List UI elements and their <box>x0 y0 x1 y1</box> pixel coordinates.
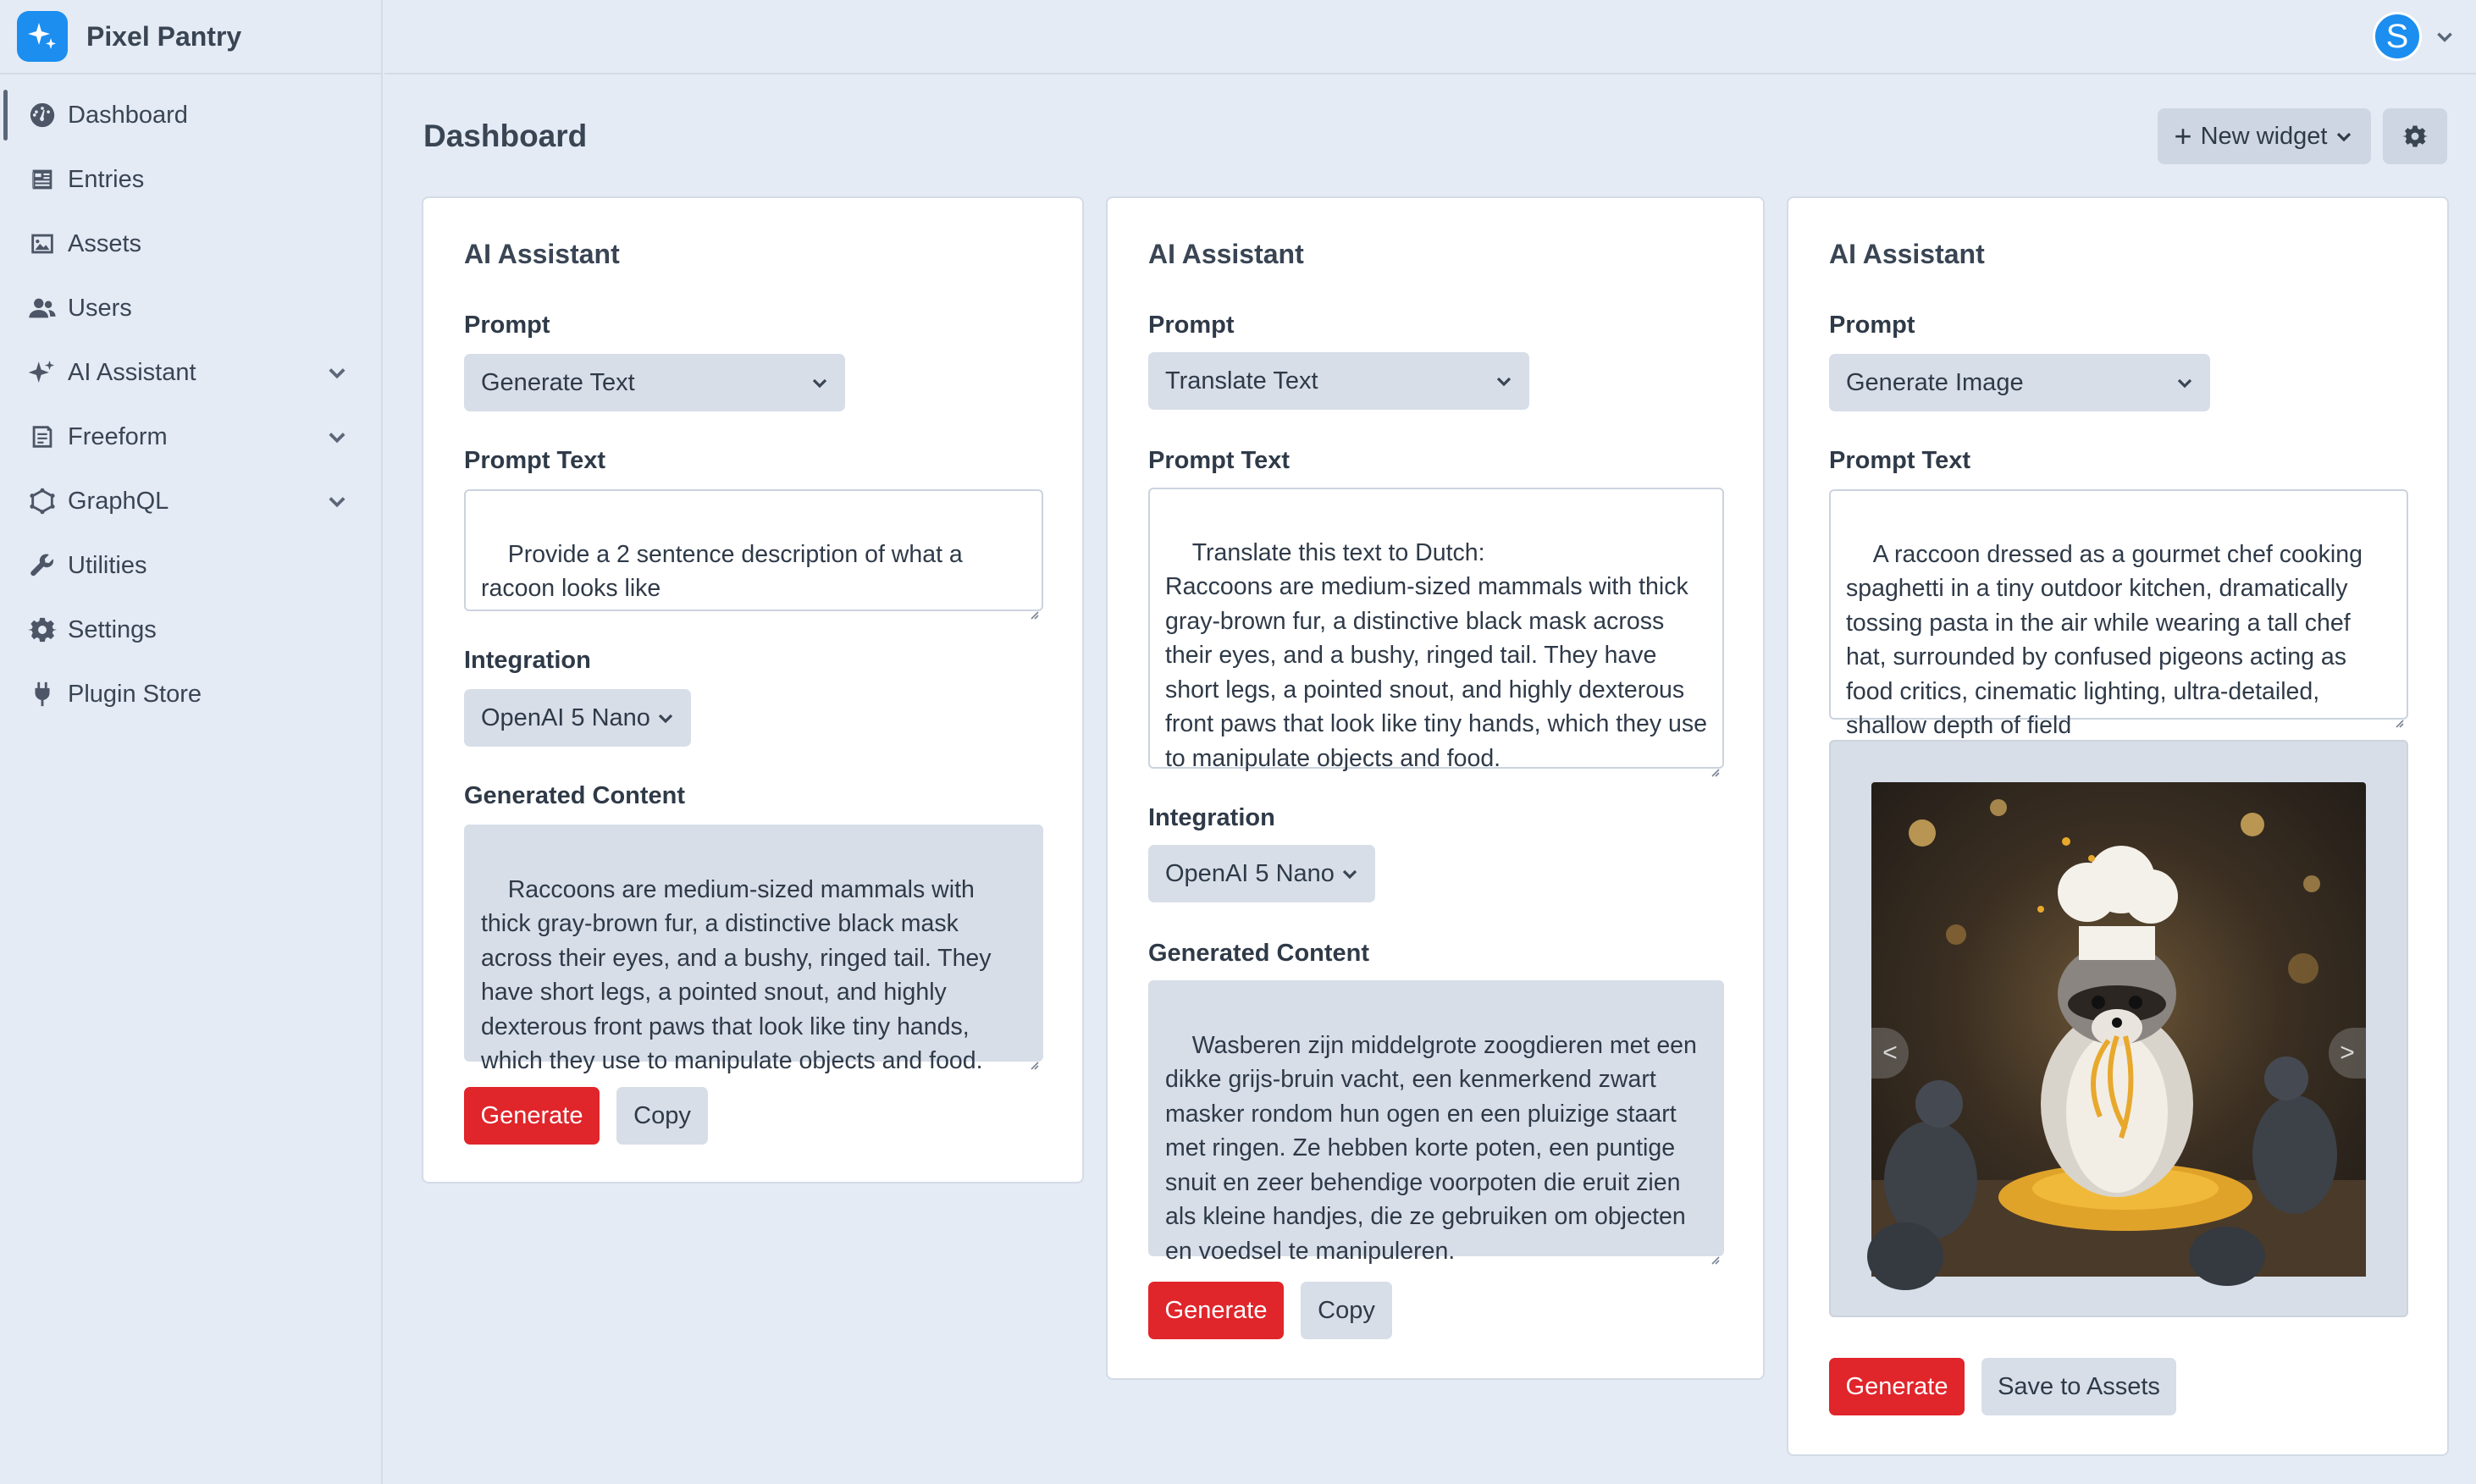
app-name: Pixel Pantry <box>86 20 242 52</box>
chevron-down-icon <box>1340 863 1360 884</box>
newspaper-icon <box>27 164 58 195</box>
avatar[interactable]: S <box>2373 12 2422 61</box>
sidebar-item-label: Assets <box>68 229 142 257</box>
integration-select[interactable] <box>464 689 691 747</box>
freeform-icon <box>27 422 58 452</box>
prompt-text-label: Prompt Text <box>1829 447 1971 474</box>
chevron-down-icon[interactable] <box>325 425 349 453</box>
chevron-down-icon[interactable] <box>325 361 349 389</box>
gear-icon <box>27 615 58 645</box>
chevron-down-icon <box>2334 126 2354 146</box>
sidebar-item-label: Dashboard <box>68 101 188 129</box>
resize-handle-icon[interactable] <box>2392 703 2404 715</box>
prompt-select-value: Translate Text <box>1165 367 1318 394</box>
ai-assistant-widget-text <box>422 196 1084 1183</box>
new-widget-label: New widget <box>2200 122 2328 150</box>
prompt-text-label: Prompt Text <box>464 447 606 474</box>
sidebar-item-label: Users <box>68 294 132 322</box>
generated-content-field[interactable] <box>464 825 1043 1074</box>
sidebar <box>0 0 383 1484</box>
generate-button[interactable]: Generate <box>1148 1282 1284 1339</box>
prompt-text-value: Provide a 2 sentence description of what a racoon looks like <box>481 540 970 602</box>
integration-label: Integration <box>464 647 591 674</box>
sidebar-item-label: Utilities <box>68 551 147 579</box>
new-widget-button[interactable] <box>2158 108 2371 164</box>
widget-title: AI Assistant <box>1148 239 1304 269</box>
widget-title: AI Assistant <box>464 239 620 269</box>
prompt-select[interactable] <box>1148 352 1529 410</box>
image-preview-panel <box>1829 740 2408 1317</box>
ai-assistant-widget-image <box>1787 196 2449 1456</box>
generated-content-value: Wasberen zijn middelgrote zoogdieren met een dikke grijs-bruin vacht, een kenmerkend zwart masker rondom hun ogen en een pluizige staart met ringen. Ze hebben korte poten, een puntige snuit en zeer behendige voorpoten die eruit zien als kleine handjes, die ze gebruiken om objecten en voedsel te manipuleren. <box>1165 1031 1704 1265</box>
prompt-select[interactable] <box>1829 354 2210 411</box>
save-to-assets-button[interactable]: Save to Assets <box>1981 1358 2176 1415</box>
sidebar-item-settings[interactable] <box>0 598 381 662</box>
sidebar-nav <box>0 74 381 726</box>
prompt-text-value: Translate this text to Dutch: Raccoons are medium-sized mammals with thick gray-brown fur, a distinctive black mask across their eyes, and a bushy, ringed tail. They have short legs, a pointed snout, and highly dexterous front paws that look like tiny hands, which they use to manipulate objects and food. <box>1165 538 1708 772</box>
plus-icon: + <box>2174 119 2192 153</box>
resize-handle-icon[interactable] <box>1027 595 1039 607</box>
brand[interactable] <box>0 0 381 74</box>
sparkles-icon <box>27 357 58 388</box>
prompt-select-value: Generate Image <box>1846 368 2024 396</box>
sidebar-item-ai-assistant[interactable] <box>0 340 381 405</box>
sidebar-item-graphql[interactable] <box>0 469 381 533</box>
prompt-select-value: Generate Text <box>481 368 635 396</box>
carousel-next-button[interactable]: > <box>2329 1028 2366 1079</box>
copy-button[interactable]: Copy <box>1301 1282 1392 1339</box>
sidebar-item-utilities[interactable] <box>0 533 381 598</box>
prompt-text-field[interactable] <box>1148 488 1724 772</box>
chevron-down-icon <box>810 372 830 393</box>
generated-content-field[interactable] <box>1148 980 1724 1265</box>
prompt-select[interactable] <box>464 354 845 411</box>
sidebar-item-label: AI Assistant <box>68 358 196 386</box>
prompt-text-field[interactable] <box>1829 489 2408 739</box>
integration-select-value: OpenAI 5 Nano <box>1165 859 1335 887</box>
generated-content-label: Generated Content <box>1148 940 1370 967</box>
integration-label: Integration <box>1148 804 1275 831</box>
sidebar-item-label: Freeform <box>68 422 168 450</box>
generated-image <box>1871 782 2366 1277</box>
sidebar-item-label: Entries <box>68 165 145 193</box>
sparkle-logo-icon <box>17 11 68 62</box>
dashboard-settings-button[interactable] <box>2383 108 2447 164</box>
widget-title: AI Assistant <box>1829 239 1985 269</box>
sidebar-item-label: Plugin Store <box>68 680 202 708</box>
integration-select[interactable] <box>1148 845 1375 902</box>
generated-content-value: Raccoons are medium-sized mammals with thick gray-brown fur, a distinctive black mask across their eyes, and a bushy, ringed tail. They have short legs, a pointed snout, and highly dexterous front paws that look like tiny hands, which they use to manipulate objects and food. <box>481 875 998 1074</box>
chevron-down-icon <box>2175 372 2195 393</box>
chevron-down-icon[interactable] <box>325 489 349 517</box>
ai-assistant-widget-translate <box>1106 196 1765 1380</box>
copy-button[interactable]: Copy <box>616 1087 708 1145</box>
image-icon <box>27 229 58 259</box>
topbar <box>384 0 2476 74</box>
dashboard-gauge-icon <box>27 100 58 130</box>
page-title: Dashboard <box>423 119 588 153</box>
sidebar-item-users[interactable] <box>0 276 381 340</box>
prompt-label: Prompt <box>1148 312 1235 339</box>
chevron-down-icon <box>655 708 676 728</box>
sidebar-item-entries[interactable] <box>0 147 381 212</box>
sidebar-item-assets[interactable] <box>0 212 381 276</box>
users-icon <box>27 293 58 323</box>
carousel-prev-button[interactable]: < <box>1871 1028 1909 1079</box>
sidebar-item-plugin-store[interactable] <box>0 662 381 726</box>
resize-handle-icon[interactable] <box>1708 1240 1720 1252</box>
plug-icon <box>27 679 58 709</box>
prompt-text-field[interactable] <box>464 489 1043 611</box>
prompt-label: Prompt <box>1829 312 1915 339</box>
integration-select-value: OpenAI 5 Nano <box>481 703 650 731</box>
sidebar-item-freeform[interactable] <box>0 405 381 469</box>
prompt-text-value: A raccoon dressed as a gourmet chef cooking spaghetti in a tiny outdoor kitchen, dramatically tossing pasta in the air while wearing a tall chef hat, surrounded by confused pigeons acting as food critics, cinematic lighting, ultra-detailed, shallow depth of field <box>1846 540 2369 739</box>
resize-handle-icon[interactable] <box>1708 753 1720 764</box>
prompt-label: Prompt <box>464 312 550 339</box>
prompt-text-label: Prompt Text <box>1148 447 1291 474</box>
sidebar-item-label: GraphQL <box>68 487 169 515</box>
generated-content-label: Generated Content <box>464 782 686 809</box>
raccoon-chef-illustration <box>1871 782 2366 1277</box>
generate-button[interactable]: Generate <box>464 1087 600 1145</box>
generate-button[interactable]: Generate <box>1829 1358 1965 1415</box>
sidebar-item-dashboard[interactable] <box>0 83 381 147</box>
gear-icon <box>2402 124 2428 149</box>
chevron-down-icon[interactable] <box>2434 25 2456 52</box>
wrench-icon <box>27 550 58 581</box>
sidebar-item-label: Settings <box>68 615 157 643</box>
graphql-icon <box>27 486 58 516</box>
resize-handle-icon[interactable] <box>1027 1045 1039 1057</box>
chevron-down-icon <box>1494 371 1514 391</box>
